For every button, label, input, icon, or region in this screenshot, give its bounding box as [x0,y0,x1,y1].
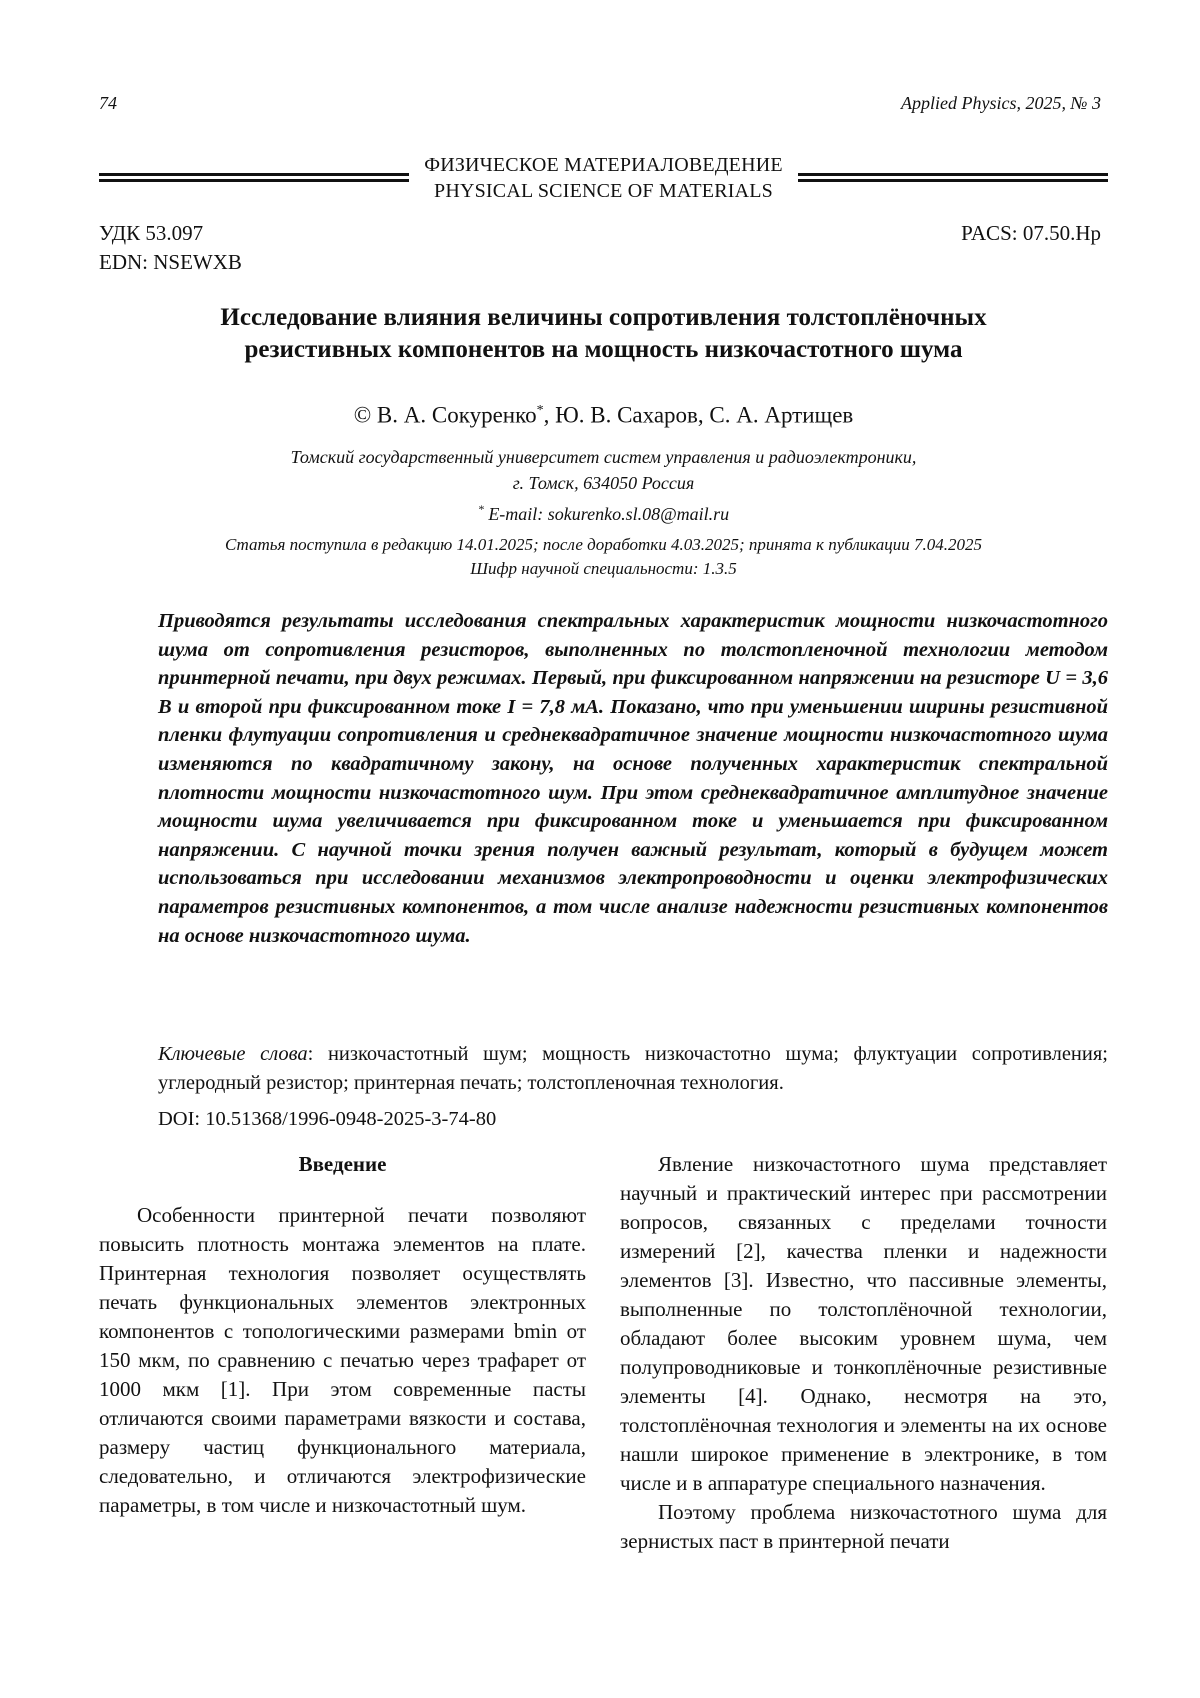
received-dates: Статья поступила в редакцию 14.01.2025; после доработки 4.03.2025; принята к публикации 7.04.2025 [224,535,983,554]
body-column-left [99,1150,586,1520]
affiliation-line-2: г. Томск, 634050 Россия [512,473,695,493]
paragraph: Явление низкочастотного шума представляет научный и практический интерес при рассмотрении вопросов, связанных с пределами точности измерений [2], качества пленки и надежности элементов [3]. Известно, что пассивные элементы, выполненные по толстоплёночной технологии, обладают более высоким уровнем шума, чем полупроводниковые и тонкоплёночные резистивные элементы [4]. Однако, несмотря на это, толстоплёночная технология и элементы на их основе нашли широкое применение в электронике, в том числе и в аппаратуре специального назначения. [620,1152,1107,1495]
corresponding-mark: * [536,403,544,418]
journal-name: Applied Physics, 2025, № 3 [901,93,1101,113]
identifiers [99,219,242,277]
keywords-text: : низкочастотный шум; мощность низкочастотно шума; флуктуации сопротивления; углеродный резистор; принтерная печать; толстопленочная технология. [158,1043,1108,1094]
page-number: 74 [99,93,117,113]
udc-code: УДК 53.097 [99,221,204,245]
author-first: © В. А. Сокуренко [353,402,537,428]
specialty-code: Шифр научной специальности: 1.3.5 [470,559,737,578]
email-mark: * [477,502,484,516]
keywords [158,1040,1108,1097]
title-line-1: Исследование влияния величины сопротивления толстоплёночных [220,304,987,331]
abstract: Приводятся результаты исследования спектральных характеристик мощности низкочастотного шума от сопротивления резисторов, выполненных по толстопленочной технологии методом принтерной печати, при двух режимах. Первый, при фиксированном напряжении на резисторе U = 3,6 В и второй при фиксированном токе I = 7,8 мА. Показано, что при уменьшении ширины резистивной пленки флутуации сопротивления и среднеквадратичное значение мощности низкочастотного шума изменяются по квадратичному закону, на основе полученных характеристик спектральной плотности мощности низкочастотного шум. При этом среднеквадратичное амплитудное значение мощности шума увеличивается при фиксированном токе и уменьшается при фиксированном напряжении. С научной точки зрения получен важный результат, который в будущем может использоваться при исследовании механизмов электропроводности и оценки электрофизических параметров резистивных компонентов, а том числе анализе надежности резистивных компонентов на основе низкочастотного шума. [158,610,1108,947]
affiliation [99,444,1108,527]
email-line [99,496,1108,527]
doi: DOI: 10.51368/1996-0948-2025-3-74-80 [158,1108,497,1130]
rubric-en: PHYSICAL SCIENCE OF MATERIALS [434,180,773,202]
paragraph: Поэтому проблема низкочастотного шума для зернистых паст в принтерной печати [620,1500,1107,1553]
section-heading-introduction: Введение [298,1152,387,1176]
keywords-label: Ключевые слова [158,1043,308,1065]
article-title [99,302,1108,366]
rubric-ru: ФИЗИЧЕСКОЕ МАТЕРИАЛОВЕДЕНИЕ [424,154,783,176]
pacs-code: PACS: 07.50.Hp [961,221,1101,245]
authors [99,396,1108,431]
email: E-mail: sokurenko.sl.08@mail.ru [483,504,730,524]
article-dates [99,533,1108,581]
author-others: , Ю. В. Сахаров, С. А. Артищев [543,402,854,428]
body-column-right [620,1150,1107,1556]
rubric-rule-right [798,173,1108,182]
paragraph: Особенности принтерной печати позволяют повысить плотность монтажа элементов на плате. Принтерная технология позволяет осуществлять печать функциональных элементов электронных компонентов с топологическими размерами bmin от 150 мкм, по сравнению с печатью через трафарет от 1000 мкм [1]. При этом современные пасты отличаются своими параметрами вязкости и состава, размеру частиц функционального материала, следовательно, и отличаются электрофизические параметры, в том числе и низкочастотный шум. [99,1203,586,1517]
title-line-2: резистивных компонентов на мощность низкочастотного шума [244,336,963,363]
affiliation-line-1: Томский государственный университет систем управления и радиоэлектроники, [290,447,917,467]
edn-code: EDN: NSEWXB [99,250,242,274]
rubric [99,152,1108,204]
